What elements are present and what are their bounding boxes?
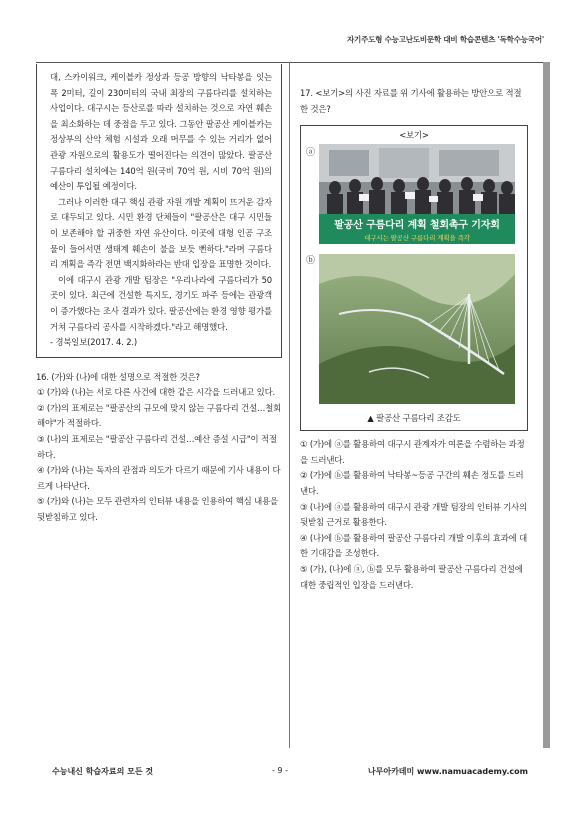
page-edge-bar [543, 62, 550, 748]
q17-choice-1: ① (가)에 ⓐ를 활용하여 대구시 관계자가 여론을 수렴하는 과정을 드러낸다. [300, 439, 525, 465]
q17-choices [300, 437, 528, 593]
q17-choice-4: ④ (나)에 ⓑ를 활용하여 팔공산 구름다리 개발 이후의 효과에 대한 기대감을 조성한다. [300, 532, 528, 559]
banner-main-text: 팔공산 구름다리 계획 철회촉구 기자회 [334, 220, 500, 232]
image-a-label: ⓐ [306, 148, 315, 159]
bridge-image-caption: ▲ 팔공산 구름다리 조감도 [367, 412, 461, 423]
question-17-title: 17. <보기>의 사진 자료를 위 기사에 활용하는 방안으로 적절한 것은? [300, 88, 522, 114]
header-title: 자기주도형 수능고난도비문학 대비 학습콘텐츠 '독학수능국어' [346, 35, 544, 44]
footer-brand: 나무아카데미 www.namuacademy.com [367, 767, 528, 776]
banner-sub-text: 대구시는 팔공산 구름다리 계획을 즉각 [364, 234, 470, 243]
right-column [300, 86, 528, 593]
bogi-title: <보기> [399, 130, 429, 141]
footer-tagline: 수능내신 학습자료의 모든 것 [52, 767, 154, 776]
page-number: - 9 - [272, 766, 288, 775]
header-divider [36, 62, 544, 63]
image-b-label: ⓑ [306, 256, 315, 267]
passage-source: - 경북일보(2017. 4. 2.) [50, 337, 138, 348]
left-column [36, 64, 282, 526]
protest-photo [319, 144, 515, 244]
q16-choice-4: ④ (가)와 (나)는 독자의 관점과 의도가 다르기 때문에 기사 내용이 다르게 나타난다. [37, 465, 281, 491]
question-16-title: 16. (가)와 (나)에 대한 설명으로 적절한 것은? [36, 371, 200, 382]
passage-box [36, 64, 282, 358]
q16-choice-2: ② (가)의 표제로는 "팔공산의 규모에 맞지 않는 구름다리 건설…철회해야"가 적절하다. [37, 402, 282, 429]
bogi-box [300, 125, 528, 431]
q16-choice-1: ① (가)와 (나)는 서로 다른 사건에 대한 같은 시각을 드러내고 있다. [37, 387, 276, 398]
q16-choice-5: ⑤ (가)와 (나)는 모두 관련자의 인터뷰 내용을 인용하여 핵심 내용을 뒷받침하고 있다. [37, 496, 278, 523]
q16-choice-3: ③ (나)의 표제로는 "팔공산 구름다리 건설…예산 증설 시급"이 적절하다. [37, 434, 277, 460]
q17-choice-5: ⑤ (가), (나)에 ⓐ, ⓑ를 모두 활용하여 팔공산 구름다리 건설에 대한 중립적인 입장을 드러낸다. [300, 563, 523, 590]
column-divider [289, 62, 290, 748]
q17-choice-2: ② (가)에 ⓑ를 활용하여 낙타봉~등공 구간의 훼손 정도를 드러낸다. [300, 470, 524, 496]
bridge-rendering-image [319, 254, 515, 404]
passage-paragraph-1: 대, 스카이워크, 케이블카 정상과 등공 방향의 낙타봉을 잇는 폭 2미터, 길이 230미터의 국내 최장의 구름다리를 설치하는 사업이다. 대구시는 등산로를 따라 설치하는 것으로 자연 훼손을 최소화하는 데 중점을 두고 있다. 그동안 팔공산 케이블카는 정상부의 산악 체험 시설과 오래 머무를 수 있는 거리가 없어 관광 자원으로의 활용도가 떨어진다는 의견이 많았다. 팔공산 구름다리 설치에는 140억 원(국비 70억 원, 시비 70억 원)의 예산이 투입될 예정이다. [50, 72, 272, 192]
passage-paragraph-3: 이에 대구시 관광 개발 팀장은 "우리나라에 구름다리가 50곳이 있다. 최근에 건설한 특지도, 경기도 파주 등에는 관광객이 증가했다는 조사 결과가 있다. 팔공산에는 환경 영향 평가를 거쳐 구름다리 공사를 시작하겠다."라고 해명했다. [50, 274, 272, 332]
q17-choice-3: ③ (나)에 ⓐ를 활용하여 대구시 관광 개발 팀장의 인터뷰 기사의 뒷받침 근거로 활용한다. [300, 501, 528, 528]
passage-paragraph-2: 그러나 이러한 대구 핵심 관광 자원 개발 계획이 뜨거운 감자로 대두되고 있다. 시민 환경 단체들이 "팔공산은 대구 시민들이 보존해야 할 귀중한 자연 유산이다. 이곳에 대형 인공 구조물이 들어서면 생태계 훼손이 불을 보듯 뻔하다."라며 구름다리 계획을 즉각 전면 백지화하라는 반대 입장을 표명한 것이다. [50, 196, 272, 270]
